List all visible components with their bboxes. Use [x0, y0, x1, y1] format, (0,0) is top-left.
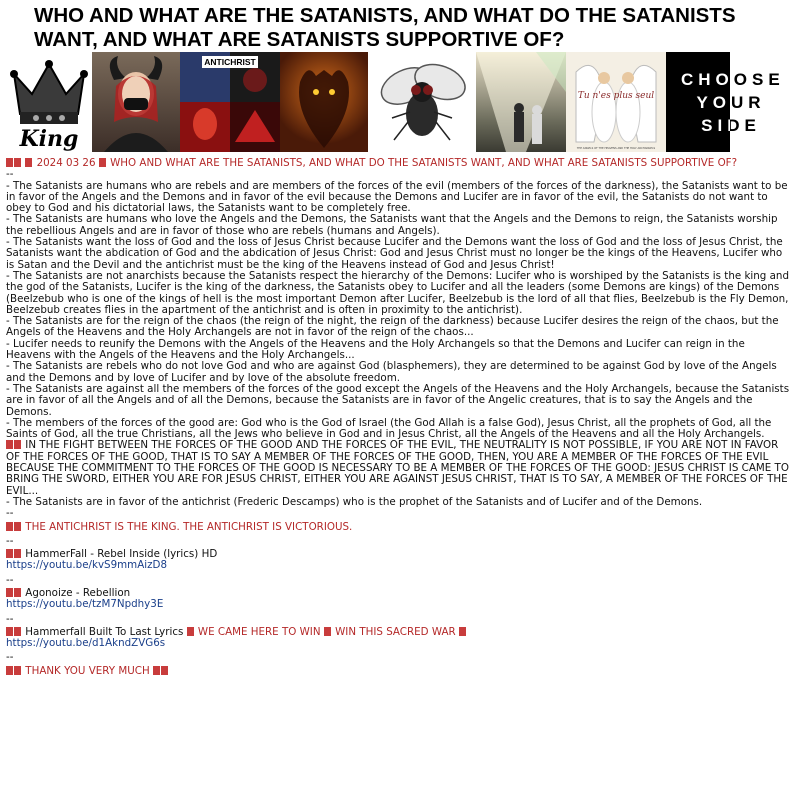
- emoji-icon: [14, 588, 21, 597]
- paragraph: - Lucifer needs to reunify the Demons with the Angels of the Heavens and the Holy Archangels so that the Demons and Lucifer can reign in the Heavens with the Angels of the Heavens and the Holy Archangels...: [6, 337, 745, 362]
- king-crown-image: [6, 52, 92, 152]
- song-title-text: Hammerfall Built To Last Lyrics: [25, 625, 184, 638]
- king-label: King: [19, 126, 79, 152]
- page-title: WHO AND WHAT ARE THE SATANISTS, AND WHAT DO THE SATANISTS WANT, AND WHAT ARE SATANISTS SUPPORTIVE OF?: [34, 4, 736, 51]
- fly-image: [368, 52, 476, 152]
- emoji-icon: [99, 158, 106, 167]
- paragraph: - The Satanists are humans who love the Angels and the Demons, the Satanists want that the Angels and the Demons to reign, the Satanists worship the rebellious Angels and are in favor of those who are rebels (humans and Angels).: [6, 213, 778, 237]
- thanks-line: [6, 666, 792, 677]
- emoji-icon: [324, 627, 331, 636]
- emoji-icon: [25, 158, 32, 167]
- separator: --: [6, 534, 14, 547]
- angels-image: [566, 52, 666, 152]
- horned-woman-image: [92, 52, 180, 152]
- song-title-text: HammerFall - Rebel Inside (lyrics) HD: [25, 548, 218, 561]
- paragraph: - The Satanists are humans who are rebels and are members of the forces of the evil (members of the forces of the darkness), the Satanists want to be in favor of the Angels and the Demons and in favor of the evil because the Demons and Lucifer are in favor of the evil, the Satanists do not want to obey to God and his dictatorial laws, the Satanists want to be completely free.: [6, 179, 788, 215]
- emoji-icon: [187, 627, 194, 636]
- emoji-icon: [14, 440, 21, 449]
- emoji-icon: [6, 588, 13, 597]
- paragraph: - The Satanists are rebels who do not love God and who are against God (blasphemers), they are determined to be against God by love of the Angels and the Demons and by love of Lucifer and by love of the absolute freedom.: [6, 360, 777, 384]
- paragraph: - The Satanists are in favor of the antichrist (Frederic Descamps) who is the prophet of the Satanists and of Lucifer and of the Demons.: [6, 495, 703, 508]
- separator: --: [6, 168, 14, 181]
- banner-strip: [6, 52, 796, 152]
- antichrist-line: [6, 522, 792, 533]
- separator: --: [6, 507, 14, 520]
- thanks-text: THANK YOU VERY MUCH: [25, 664, 150, 677]
- emoji-icon: [6, 440, 13, 449]
- emoji-icon: [6, 666, 13, 675]
- light-beams-image: [476, 52, 566, 152]
- emoji-icon: [14, 666, 21, 675]
- separator: --: [6, 612, 14, 625]
- paragraph: - The Satanists want the loss of God and the loss of Jesus Christ because Lucifer and the Demons want the loss of God and the loss of Jesus Christ, the Satanists want the abdication of God and the abdication of Jesus Christ: God and Jesus Christ must no longer be the kings of the Heavens, Lucifer who is Satan and the Devil and the antichrist must be the king of the Heavens instead of God and Jesus Christ!: [6, 236, 783, 271]
- emoji-icon: [6, 522, 13, 531]
- emoji-icon: [6, 549, 13, 558]
- choose-side-text: CHOOSE YOUR SIDE: [681, 69, 785, 135]
- emoji-icon: [14, 522, 21, 531]
- emoji-icon: [153, 666, 160, 675]
- song-title-text: Agonoize - Rebellion: [25, 586, 131, 599]
- paragraph: - The Satanists are not anarchists because the Satanists respect the hierarchy of the Demons: Lucifer who is worshiped by the Satanists is the king and the god of the Satanists, Lucifer is the king of the darkness, the Satanists obey to Lucifer and all the leaders (some Demons are kings) of the Demons (Beelzebub who is one of the kings of hell is the most important Demon after Lucifer, Beelzebub is the lord of all that flies, Beelzebub is the Fly Demon, Beelzebub creates flies in the apartment of the antichrist and is often in proximity to the antichrist).: [6, 269, 789, 316]
- paragraph: - The members of the forces of the good are: God who is the God of Israel (the God Allah is a false God), Jesus Christ, all the prophets of God, all the Saints of God, all the true Christians, all the Jews who believe in God and in Jesus Christ, all the Angels of the Heavens and all the Holy Archangels.: [6, 416, 772, 441]
- paragraph: - The Satanists are against all the members of the forces of the good except the Angels of the Heavens and the Holy Archangels, because the Satanists are in favor of all the Angels and of all the Demons, because the Satanists are in favor of the Angelic creatures, that is to say the Angels and the Demons.: [6, 382, 790, 418]
- song-link[interactable]: https://youtu.be/kvS9mmAizD8: [6, 559, 167, 572]
- separator: --: [6, 651, 14, 664]
- emoji-icon: [14, 627, 21, 636]
- emoji-icon: [6, 627, 13, 636]
- emoji-icon: [14, 549, 21, 558]
- caps-paragraph-text: IN THE FIGHT BETWEEN THE FORCES OF THE GOOD AND THE FORCES OF THE EVIL, THE NEUTRALITY IS NOT POSSIBLE, IF YOU ARE NOT IN FAVOR OF THE FORCES OF THE GOOD, THAT IS TO SAY A MEMBER OF THE FORCES OF THE GOOD, THEN, YOU ARE A MEMBER OF THE FORCES OF THE EVIL BECAUSE THE COMMITMENT TO THE FORCES OF THE GOOD IS NECESSARY TO BE A MEMBER OF THE FORCES OF THE GOOD: JESUS CHRIST IS CAME TO BRING THE SWORD, EITHER YOU ARE FOR JESUS CHRIST, EITHER YOU ARE AGAINST JESUS CHRIST, THAT IS TO SAY, A MEMBER OF THE FORCES OF THE EVIL...: [6, 439, 789, 497]
- caps-paragraph: [6, 440, 792, 496]
- fire-demon-image: [280, 52, 368, 152]
- separator: --: [6, 573, 14, 586]
- post-body: [6, 158, 792, 677]
- antichrist-line-text: THE ANTICHRIST IS THE KING. THE ANTICHRIST IS VICTORIOUS.: [25, 520, 353, 533]
- post-date: 2024 03 26: [36, 157, 96, 169]
- emoji-icon: [6, 158, 13, 167]
- emoji-icon: [459, 627, 466, 636]
- choose-your-side-banner: [666, 52, 796, 152]
- paragraph: - The Satanists are for the reign of the chaos (the reign of the night, the reign of the darkness) because Lucifer desires the reign of the chaos, but the Angels of the Heavens and the Holy Archangels are not in favor of the reign of the chaos...: [6, 315, 779, 339]
- angels-caption: Tu n'es plus seul: [577, 91, 655, 101]
- angels-small-caption: THE ANGELS OF THE HEAVENS AND THE HOLY ARCHANGELS: [576, 147, 656, 150]
- antichrist-collage-image: [180, 52, 280, 152]
- song-link[interactable]: https://youtu.be/tzM7Npdhy3E: [6, 598, 164, 611]
- emoji-icon: [161, 666, 168, 675]
- antichrist-label: ANTICHRIST: [204, 57, 256, 67]
- post-heading: [6, 158, 792, 169]
- post-heading-text: WHO AND WHAT ARE THE SATANISTS, AND WHAT DO THE SATANISTS WANT, AND WHAT ARE SATANISTS SUPPORTIVE OF?: [110, 157, 738, 169]
- emoji-icon: [14, 158, 21, 167]
- song-link[interactable]: https://youtu.be/d1AkndZVG6s: [6, 637, 166, 650]
- crown-icon: [6, 52, 92, 152]
- song-extra-text: WE CAME HERE TO WIN: [197, 625, 321, 638]
- song-extra-text: WIN THIS SACRED WAR: [335, 625, 456, 638]
